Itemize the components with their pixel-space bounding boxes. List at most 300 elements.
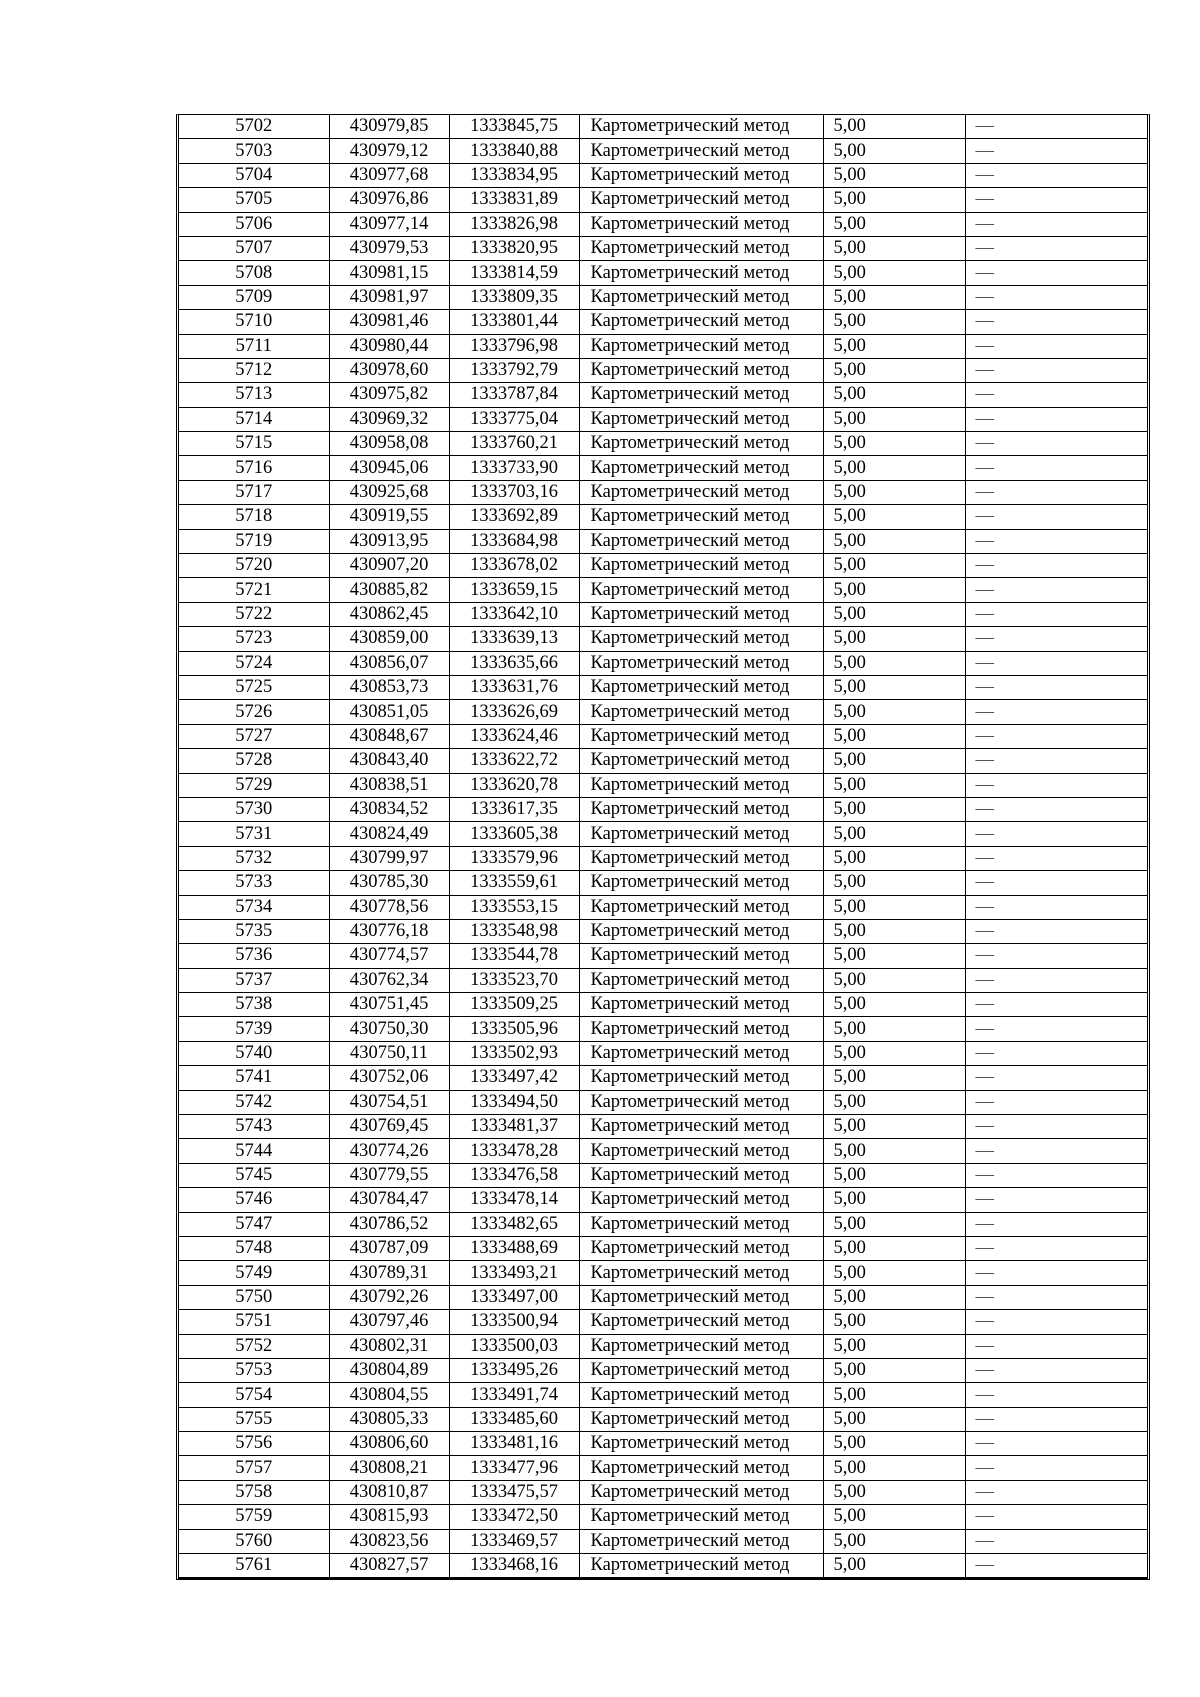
point-number-cell: 5728 <box>179 749 329 773</box>
precision-cell: 5,00 <box>823 1480 965 1504</box>
coordinate-y-cell: 1333684,98 <box>449 529 579 553</box>
table-row <box>179 724 1147 748</box>
method-cell: Картометрический метод <box>579 993 823 1017</box>
table-row <box>179 1456 1147 1480</box>
table-row <box>179 822 1147 846</box>
precision-cell: 5,00 <box>823 261 965 285</box>
coordinate-x-cell: 430792,26 <box>329 1285 449 1309</box>
precision-cell: 5,00 <box>823 554 965 578</box>
table-row <box>179 1554 1147 1578</box>
description-cell: — <box>965 1285 1147 1309</box>
method-cell: Картометрический метод <box>579 1090 823 1114</box>
table-row <box>179 1505 1147 1529</box>
point-number-cell: 5711 <box>179 334 329 358</box>
description-cell: — <box>965 1236 1147 1260</box>
coordinate-x-cell: 430750,11 <box>329 1041 449 1065</box>
description-cell: — <box>965 578 1147 602</box>
description-cell: — <box>965 383 1147 407</box>
point-number-cell: 5754 <box>179 1383 329 1407</box>
point-number-cell: 5702 <box>179 115 329 139</box>
coordinate-y-cell: 1333692,89 <box>449 505 579 529</box>
coordinate-y-cell: 1333809,35 <box>449 285 579 309</box>
method-cell: Картометрический метод <box>579 944 823 968</box>
coordinate-x-cell: 430774,26 <box>329 1139 449 1163</box>
table-row <box>179 163 1147 187</box>
table-row <box>179 480 1147 504</box>
coordinate-x-cell: 430786,52 <box>329 1212 449 1236</box>
precision-cell: 5,00 <box>823 1041 965 1065</box>
precision-cell: 5,00 <box>823 700 965 724</box>
precision-cell: 5,00 <box>823 383 965 407</box>
table-row <box>179 1261 1147 1285</box>
coordinate-x-cell: 430980,44 <box>329 334 449 358</box>
coordinate-x-cell: 430762,34 <box>329 968 449 992</box>
precision-cell: 5,00 <box>823 675 965 699</box>
description-cell: — <box>965 1407 1147 1431</box>
coordinate-x-cell: 430979,85 <box>329 115 449 139</box>
coordinates-table-container <box>176 114 1150 1580</box>
table-row <box>179 1041 1147 1065</box>
coordinate-y-cell: 1333495,26 <box>449 1358 579 1382</box>
table-row <box>179 1480 1147 1504</box>
table-row <box>179 212 1147 236</box>
coordinate-x-cell: 430981,46 <box>329 310 449 334</box>
method-cell: Картометрический метод <box>579 871 823 895</box>
table-row <box>179 1383 1147 1407</box>
description-cell: — <box>965 1212 1147 1236</box>
point-number-cell: 5716 <box>179 456 329 480</box>
coordinate-y-cell: 1333493,21 <box>449 1261 579 1285</box>
description-cell: — <box>965 773 1147 797</box>
coordinate-x-cell: 430907,20 <box>329 554 449 578</box>
coordinate-y-cell: 1333845,75 <box>449 115 579 139</box>
coordinate-x-cell: 430808,21 <box>329 1456 449 1480</box>
point-number-cell: 5735 <box>179 919 329 943</box>
coordinate-y-cell: 1333659,15 <box>449 578 579 602</box>
precision-cell: 5,00 <box>823 1456 965 1480</box>
precision-cell: 5,00 <box>823 236 965 260</box>
method-cell: Картометрический метод <box>579 968 823 992</box>
coordinate-y-cell: 1333481,37 <box>449 1115 579 1139</box>
method-cell: Картометрический метод <box>579 895 823 919</box>
precision-cell: 5,00 <box>823 822 965 846</box>
coordinates-table <box>179 115 1147 1578</box>
precision-cell: 5,00 <box>823 846 965 870</box>
point-number-cell: 5739 <box>179 1017 329 1041</box>
table-row <box>179 1017 1147 1041</box>
description-cell: — <box>965 1480 1147 1504</box>
method-cell: Картометрический метод <box>579 1554 823 1578</box>
description-cell: — <box>965 1432 1147 1456</box>
coordinate-y-cell: 1333834,95 <box>449 163 579 187</box>
precision-cell: 5,00 <box>823 456 965 480</box>
coordinate-y-cell: 1333678,02 <box>449 554 579 578</box>
description-cell: — <box>965 895 1147 919</box>
table-row <box>179 554 1147 578</box>
precision-cell: 5,00 <box>823 1285 965 1309</box>
method-cell: Картометрический метод <box>579 554 823 578</box>
coordinate-x-cell: 430979,53 <box>329 236 449 260</box>
point-number-cell: 5734 <box>179 895 329 919</box>
precision-cell: 5,00 <box>823 651 965 675</box>
point-number-cell: 5741 <box>179 1066 329 1090</box>
precision-cell: 5,00 <box>823 1407 965 1431</box>
point-number-cell: 5749 <box>179 1261 329 1285</box>
table-row <box>179 432 1147 456</box>
description-cell: — <box>965 212 1147 236</box>
precision-cell: 5,00 <box>823 1188 965 1212</box>
method-cell: Картометрический метод <box>579 505 823 529</box>
point-number-cell: 5752 <box>179 1334 329 1358</box>
point-number-cell: 5746 <box>179 1188 329 1212</box>
coordinate-x-cell: 430945,06 <box>329 456 449 480</box>
table-row <box>179 407 1147 431</box>
description-cell: — <box>965 310 1147 334</box>
method-cell: Картометрический метод <box>579 163 823 187</box>
coordinate-y-cell: 1333548,98 <box>449 919 579 943</box>
description-cell: — <box>965 1334 1147 1358</box>
description-cell: — <box>965 407 1147 431</box>
precision-cell: 5,00 <box>823 1505 965 1529</box>
method-cell: Картометрический метод <box>579 1212 823 1236</box>
table-row <box>179 1529 1147 1553</box>
point-number-cell: 5756 <box>179 1432 329 1456</box>
description-cell: — <box>965 480 1147 504</box>
precision-cell: 5,00 <box>823 358 965 382</box>
coordinate-y-cell: 1333642,10 <box>449 602 579 626</box>
point-number-cell: 5760 <box>179 1529 329 1553</box>
coordinate-x-cell: 430979,12 <box>329 139 449 163</box>
coordinate-x-cell: 430848,67 <box>329 724 449 748</box>
precision-cell: 5,00 <box>823 1236 965 1260</box>
description-cell: — <box>965 1017 1147 1041</box>
precision-cell: 5,00 <box>823 1334 965 1358</box>
coordinate-y-cell: 1333631,76 <box>449 675 579 699</box>
table-row <box>179 1285 1147 1309</box>
table-row <box>179 334 1147 358</box>
point-number-cell: 5729 <box>179 773 329 797</box>
coordinate-x-cell: 430774,57 <box>329 944 449 968</box>
point-number-cell: 5755 <box>179 1407 329 1431</box>
method-cell: Картометрический метод <box>579 1163 823 1187</box>
method-cell: Картометрический метод <box>579 236 823 260</box>
point-number-cell: 5759 <box>179 1505 329 1529</box>
coordinate-x-cell: 430823,56 <box>329 1529 449 1553</box>
coordinate-x-cell: 430824,49 <box>329 822 449 846</box>
coordinate-y-cell: 1333472,50 <box>449 1505 579 1529</box>
table-row <box>179 529 1147 553</box>
table-row <box>179 651 1147 675</box>
precision-cell: 5,00 <box>823 1090 965 1114</box>
point-number-cell: 5727 <box>179 724 329 748</box>
coordinate-y-cell: 1333620,78 <box>449 773 579 797</box>
method-cell: Картометрический метод <box>579 1115 823 1139</box>
precision-cell: 5,00 <box>823 310 965 334</box>
table-row <box>179 797 1147 821</box>
method-cell: Картометрический метод <box>579 480 823 504</box>
precision-cell: 5,00 <box>823 212 965 236</box>
coordinate-x-cell: 430804,55 <box>329 1383 449 1407</box>
point-number-cell: 5744 <box>179 1139 329 1163</box>
coordinate-x-cell: 430925,68 <box>329 480 449 504</box>
coordinate-y-cell: 1333509,25 <box>449 993 579 1017</box>
coordinate-x-cell: 430853,73 <box>329 675 449 699</box>
precision-cell: 5,00 <box>823 1163 965 1187</box>
point-number-cell: 5710 <box>179 310 329 334</box>
point-number-cell: 5722 <box>179 602 329 626</box>
coordinate-y-cell: 1333775,04 <box>449 407 579 431</box>
table-row <box>179 188 1147 212</box>
table-row <box>179 1163 1147 1187</box>
precision-cell: 5,00 <box>823 627 965 651</box>
table-row <box>179 846 1147 870</box>
coordinate-x-cell: 430806,60 <box>329 1432 449 1456</box>
description-cell: — <box>965 1529 1147 1553</box>
point-number-cell: 5742 <box>179 1090 329 1114</box>
coordinate-y-cell: 1333477,96 <box>449 1456 579 1480</box>
point-number-cell: 5707 <box>179 236 329 260</box>
precision-cell: 5,00 <box>823 432 965 456</box>
coordinate-y-cell: 1333500,03 <box>449 1334 579 1358</box>
table-row <box>179 700 1147 724</box>
coordinate-y-cell: 1333703,16 <box>449 480 579 504</box>
point-number-cell: 5723 <box>179 627 329 651</box>
coordinate-y-cell: 1333478,28 <box>449 1139 579 1163</box>
description-cell: — <box>965 822 1147 846</box>
coordinate-x-cell: 430913,95 <box>329 529 449 553</box>
description-cell: — <box>965 115 1147 139</box>
coordinate-y-cell: 1333559,61 <box>449 871 579 895</box>
method-cell: Картометрический метод <box>579 627 823 651</box>
method-cell: Картометрический метод <box>579 749 823 773</box>
method-cell: Картометрический метод <box>579 1505 823 1529</box>
method-cell: Картометрический метод <box>579 822 823 846</box>
description-cell: — <box>965 1090 1147 1114</box>
point-number-cell: 5737 <box>179 968 329 992</box>
description-cell: — <box>965 1163 1147 1187</box>
point-number-cell: 5705 <box>179 188 329 212</box>
point-number-cell: 5720 <box>179 554 329 578</box>
precision-cell: 5,00 <box>823 993 965 1017</box>
point-number-cell: 5704 <box>179 163 329 187</box>
coordinate-x-cell: 430804,89 <box>329 1358 449 1382</box>
method-cell: Картометрический метод <box>579 139 823 163</box>
description-cell: — <box>965 871 1147 895</box>
coordinate-x-cell: 430784,47 <box>329 1188 449 1212</box>
coordinate-y-cell: 1333553,15 <box>449 895 579 919</box>
method-cell: Картометрический метод <box>579 578 823 602</box>
precision-cell: 5,00 <box>823 529 965 553</box>
description-cell: — <box>965 724 1147 748</box>
table-row <box>179 236 1147 260</box>
table-row <box>179 627 1147 651</box>
method-cell: Картометрический метод <box>579 1041 823 1065</box>
precision-cell: 5,00 <box>823 1212 965 1236</box>
coordinate-x-cell: 430778,56 <box>329 895 449 919</box>
method-cell: Картометрический метод <box>579 919 823 943</box>
point-number-cell: 5706 <box>179 212 329 236</box>
coordinate-y-cell: 1333733,90 <box>449 456 579 480</box>
method-cell: Картометрический метод <box>579 1139 823 1163</box>
coordinate-x-cell: 430750,30 <box>329 1017 449 1041</box>
coordinate-x-cell: 430827,57 <box>329 1554 449 1578</box>
method-cell: Картометрический метод <box>579 846 823 870</box>
point-number-cell: 5753 <box>179 1358 329 1382</box>
method-cell: Картометрический метод <box>579 1261 823 1285</box>
point-number-cell: 5712 <box>179 358 329 382</box>
point-number-cell: 5757 <box>179 1456 329 1480</box>
precision-cell: 5,00 <box>823 919 965 943</box>
coordinate-y-cell: 1333622,72 <box>449 749 579 773</box>
point-number-cell: 5708 <box>179 261 329 285</box>
point-number-cell: 5730 <box>179 797 329 821</box>
method-cell: Картометрический метод <box>579 358 823 382</box>
point-number-cell: 5743 <box>179 1115 329 1139</box>
point-number-cell: 5726 <box>179 700 329 724</box>
method-cell: Картометрический метод <box>579 1383 823 1407</box>
point-number-cell: 5761 <box>179 1554 329 1578</box>
description-cell: — <box>965 1041 1147 1065</box>
coordinate-x-cell: 430862,45 <box>329 602 449 626</box>
coordinate-x-cell: 430969,32 <box>329 407 449 431</box>
table-row <box>179 1236 1147 1260</box>
method-cell: Картометрический метод <box>579 797 823 821</box>
point-number-cell: 5745 <box>179 1163 329 1187</box>
point-number-cell: 5724 <box>179 651 329 675</box>
precision-cell: 5,00 <box>823 895 965 919</box>
coordinate-x-cell: 430975,82 <box>329 383 449 407</box>
table-row <box>179 1139 1147 1163</box>
coordinate-y-cell: 1333475,57 <box>449 1480 579 1504</box>
method-cell: Картометрический метод <box>579 1017 823 1041</box>
coordinate-y-cell: 1333502,93 <box>449 1041 579 1065</box>
description-cell: — <box>965 456 1147 480</box>
point-number-cell: 5725 <box>179 675 329 699</box>
coordinate-y-cell: 1333635,66 <box>449 651 579 675</box>
method-cell: Картометрический метод <box>579 261 823 285</box>
method-cell: Картометрический метод <box>579 1456 823 1480</box>
coordinate-y-cell: 1333760,21 <box>449 432 579 456</box>
description-cell: — <box>965 529 1147 553</box>
method-cell: Картометрический метод <box>579 1358 823 1382</box>
description-cell: — <box>965 627 1147 651</box>
precision-cell: 5,00 <box>823 1017 965 1041</box>
description-cell: — <box>965 261 1147 285</box>
precision-cell: 5,00 <box>823 1310 965 1334</box>
coordinate-y-cell: 1333787,84 <box>449 383 579 407</box>
description-cell: — <box>965 919 1147 943</box>
coordinate-x-cell: 430843,40 <box>329 749 449 773</box>
table-row <box>179 115 1147 139</box>
precision-cell: 5,00 <box>823 1066 965 1090</box>
table-row <box>179 895 1147 919</box>
table-row <box>179 919 1147 943</box>
precision-cell: 5,00 <box>823 1529 965 1553</box>
point-number-cell: 5713 <box>179 383 329 407</box>
coordinate-x-cell: 430754,51 <box>329 1090 449 1114</box>
coordinate-x-cell: 430751,45 <box>329 993 449 1017</box>
point-number-cell: 5740 <box>179 1041 329 1065</box>
table-row <box>179 1188 1147 1212</box>
precision-cell: 5,00 <box>823 1261 965 1285</box>
precision-cell: 5,00 <box>823 480 965 504</box>
table-row <box>179 1115 1147 1139</box>
method-cell: Картометрический метод <box>579 383 823 407</box>
description-cell: — <box>965 188 1147 212</box>
description-cell: — <box>965 602 1147 626</box>
description-cell: — <box>965 1358 1147 1382</box>
description-cell: — <box>965 505 1147 529</box>
method-cell: Картометрический метод <box>579 407 823 431</box>
coordinate-y-cell: 1333796,98 <box>449 334 579 358</box>
table-row <box>179 675 1147 699</box>
description-cell: — <box>965 1066 1147 1090</box>
precision-cell: 5,00 <box>823 968 965 992</box>
table-row <box>179 358 1147 382</box>
precision-cell: 5,00 <box>823 505 965 529</box>
coordinate-y-cell: 1333494,50 <box>449 1090 579 1114</box>
point-number-cell: 5717 <box>179 480 329 504</box>
coordinate-x-cell: 430838,51 <box>329 773 449 797</box>
coordinate-y-cell: 1333831,89 <box>449 188 579 212</box>
coordinates-table-body <box>179 115 1147 1578</box>
point-number-cell: 5714 <box>179 407 329 431</box>
table-row <box>179 968 1147 992</box>
description-cell: — <box>965 993 1147 1017</box>
coordinate-y-cell: 1333505,96 <box>449 1017 579 1041</box>
method-cell: Картометрический метод <box>579 1066 823 1090</box>
table-row <box>179 1432 1147 1456</box>
coordinate-y-cell: 1333544,78 <box>449 944 579 968</box>
coordinate-y-cell: 1333469,57 <box>449 1529 579 1553</box>
precision-cell: 5,00 <box>823 724 965 748</box>
precision-cell: 5,00 <box>823 163 965 187</box>
coordinate-y-cell: 1333485,60 <box>449 1407 579 1431</box>
method-cell: Картометрический метод <box>579 1334 823 1358</box>
method-cell: Картометрический метод <box>579 285 823 309</box>
coordinate-x-cell: 430785,30 <box>329 871 449 895</box>
coordinate-y-cell: 1333826,98 <box>449 212 579 236</box>
description-cell: — <box>965 285 1147 309</box>
coordinate-y-cell: 1333478,14 <box>449 1188 579 1212</box>
description-cell: — <box>965 968 1147 992</box>
point-number-cell: 5733 <box>179 871 329 895</box>
table-row <box>179 139 1147 163</box>
coordinate-y-cell: 1333801,44 <box>449 310 579 334</box>
description-cell: — <box>965 1261 1147 1285</box>
table-row <box>179 602 1147 626</box>
coordinate-y-cell: 1333476,58 <box>449 1163 579 1187</box>
table-row <box>179 944 1147 968</box>
coordinate-y-cell: 1333482,65 <box>449 1212 579 1236</box>
coordinate-x-cell: 430799,97 <box>329 846 449 870</box>
description-cell: — <box>965 651 1147 675</box>
table-row <box>179 505 1147 529</box>
point-number-cell: 5721 <box>179 578 329 602</box>
description-cell: — <box>965 797 1147 821</box>
coordinate-y-cell: 1333497,42 <box>449 1066 579 1090</box>
method-cell: Картометрический метод <box>579 1188 823 1212</box>
point-number-cell: 5748 <box>179 1236 329 1260</box>
point-number-cell: 5709 <box>179 285 329 309</box>
coordinate-x-cell: 430805,33 <box>329 1407 449 1431</box>
coordinate-y-cell: 1333605,38 <box>449 822 579 846</box>
coordinate-x-cell: 430789,31 <box>329 1261 449 1285</box>
coordinate-x-cell: 430977,68 <box>329 163 449 187</box>
point-number-cell: 5718 <box>179 505 329 529</box>
description-cell: — <box>965 432 1147 456</box>
description-cell: — <box>965 163 1147 187</box>
